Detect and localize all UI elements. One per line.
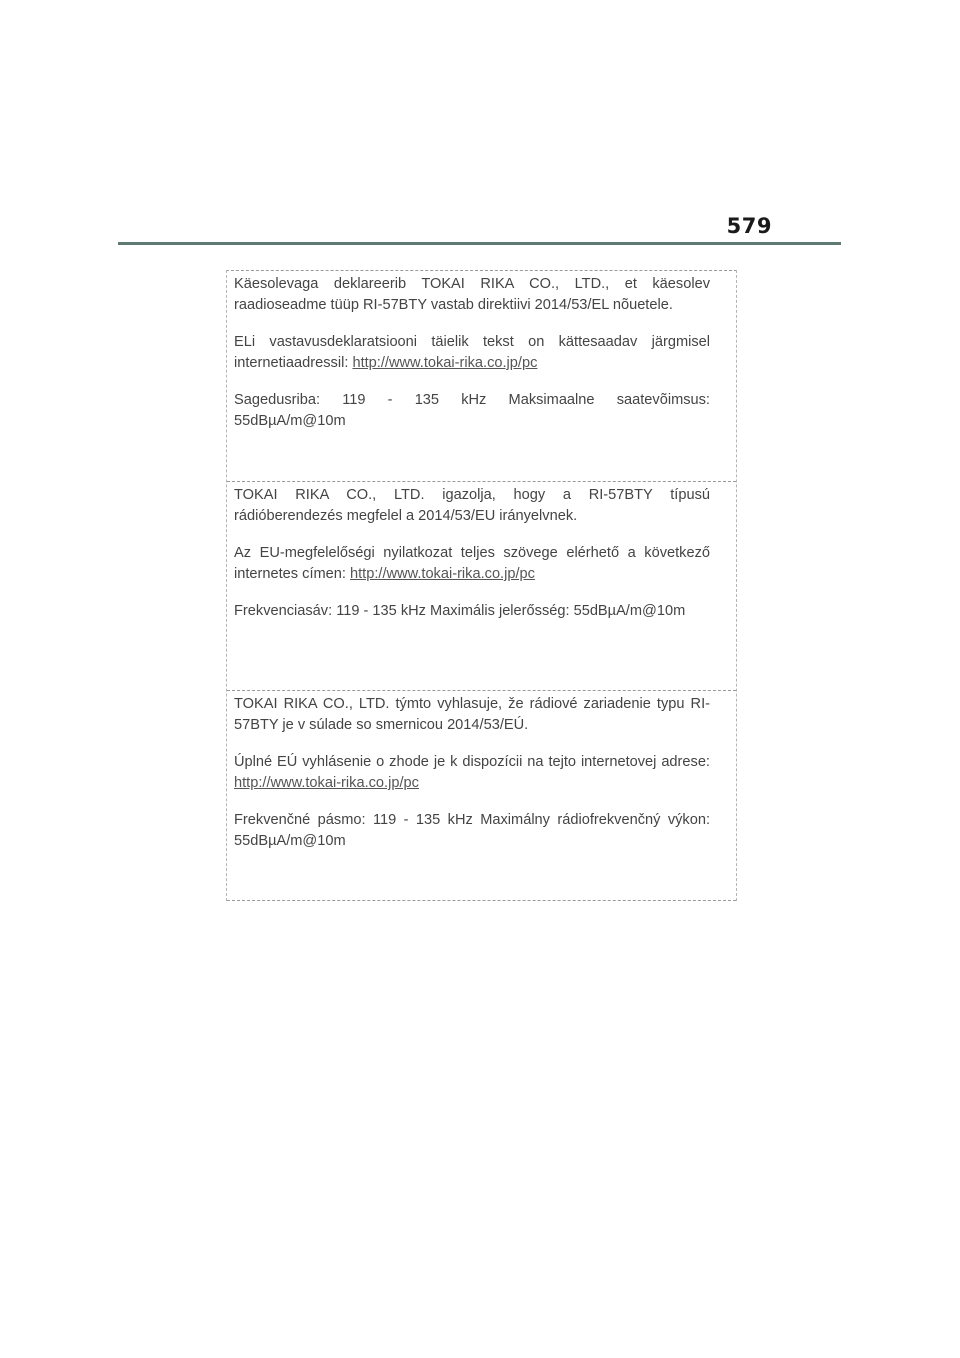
declaration-url-link[interactable]: http://www.tokai-rika.co.jp/pc [234,775,419,791]
max-power-text: Maximálny rádiofrekvenčný výkon: 55dBµA/m@10m [234,812,711,849]
availability-block [234,543,710,585]
availability-block [234,332,710,374]
header-rule [118,242,841,245]
max-power-text: Maksimaalne saatevõimsus: 55dBµA/m@10m [234,392,710,429]
availability-text: ELi vastavusdeklaratsiooni täielik tekst on kättesaadav järgmisel internetiaadressil: [234,334,710,371]
estonian-declaration-section [227,271,736,482]
declaration-url-link[interactable]: http://www.tokai-rika.co.jp/pc [352,355,538,371]
availability-text: Úplné EÚ vyhlásenie o zhode je k dispozícii na tejto internetovej adrese: [234,754,710,770]
page-number: 579 [726,214,772,238]
declaration-url-link[interactable]: http://www.tokai-rika.co.jp/pc [350,566,535,582]
max-power-text: Maximális jelerősség: 55dBµA/m@10m [430,603,686,619]
availability-text: Az EU-megfelelőségi nyilatkozat teljes szövege elérhető a következő internetes címen: [234,545,710,582]
frequency-band-text: Sagedusriba: 119 - 135 kHz [234,392,487,408]
availability-block [234,752,710,794]
frequency-band-text: Frekvenciasáv: 119 - 135 kHz [234,603,426,619]
declaration-text: TOKAI RIKA CO., LTD. týmto vyhlasuje, že rádiové zariadenie typu RI-57BTY je v súlade so smernicou 2014/53/EÚ. [234,696,710,733]
slovak-declaration-section [227,691,736,901]
declaration-text: TOKAI RIKA CO., LTD. igazolja, hogy a RI-57BTY típusú rádióberendezés megfelel a 2014/53/EU irányelvnek. [234,487,710,524]
frequency-band-text: Frekvenčné pásmo: 119 - 135 kHz [234,812,473,828]
declaration-text: Käesolevaga deklareerib TOKAI RIKA CO., LTD., et käesolev raadioseadme tüüp RI-57BTY vastab direktiivi 2014/53/EL nõuetele. [234,276,710,313]
technical-data [234,390,710,432]
declaration-box [226,270,737,901]
technical-data [234,810,710,852]
hungarian-declaration-section [227,482,736,691]
technical-data [234,601,710,622]
